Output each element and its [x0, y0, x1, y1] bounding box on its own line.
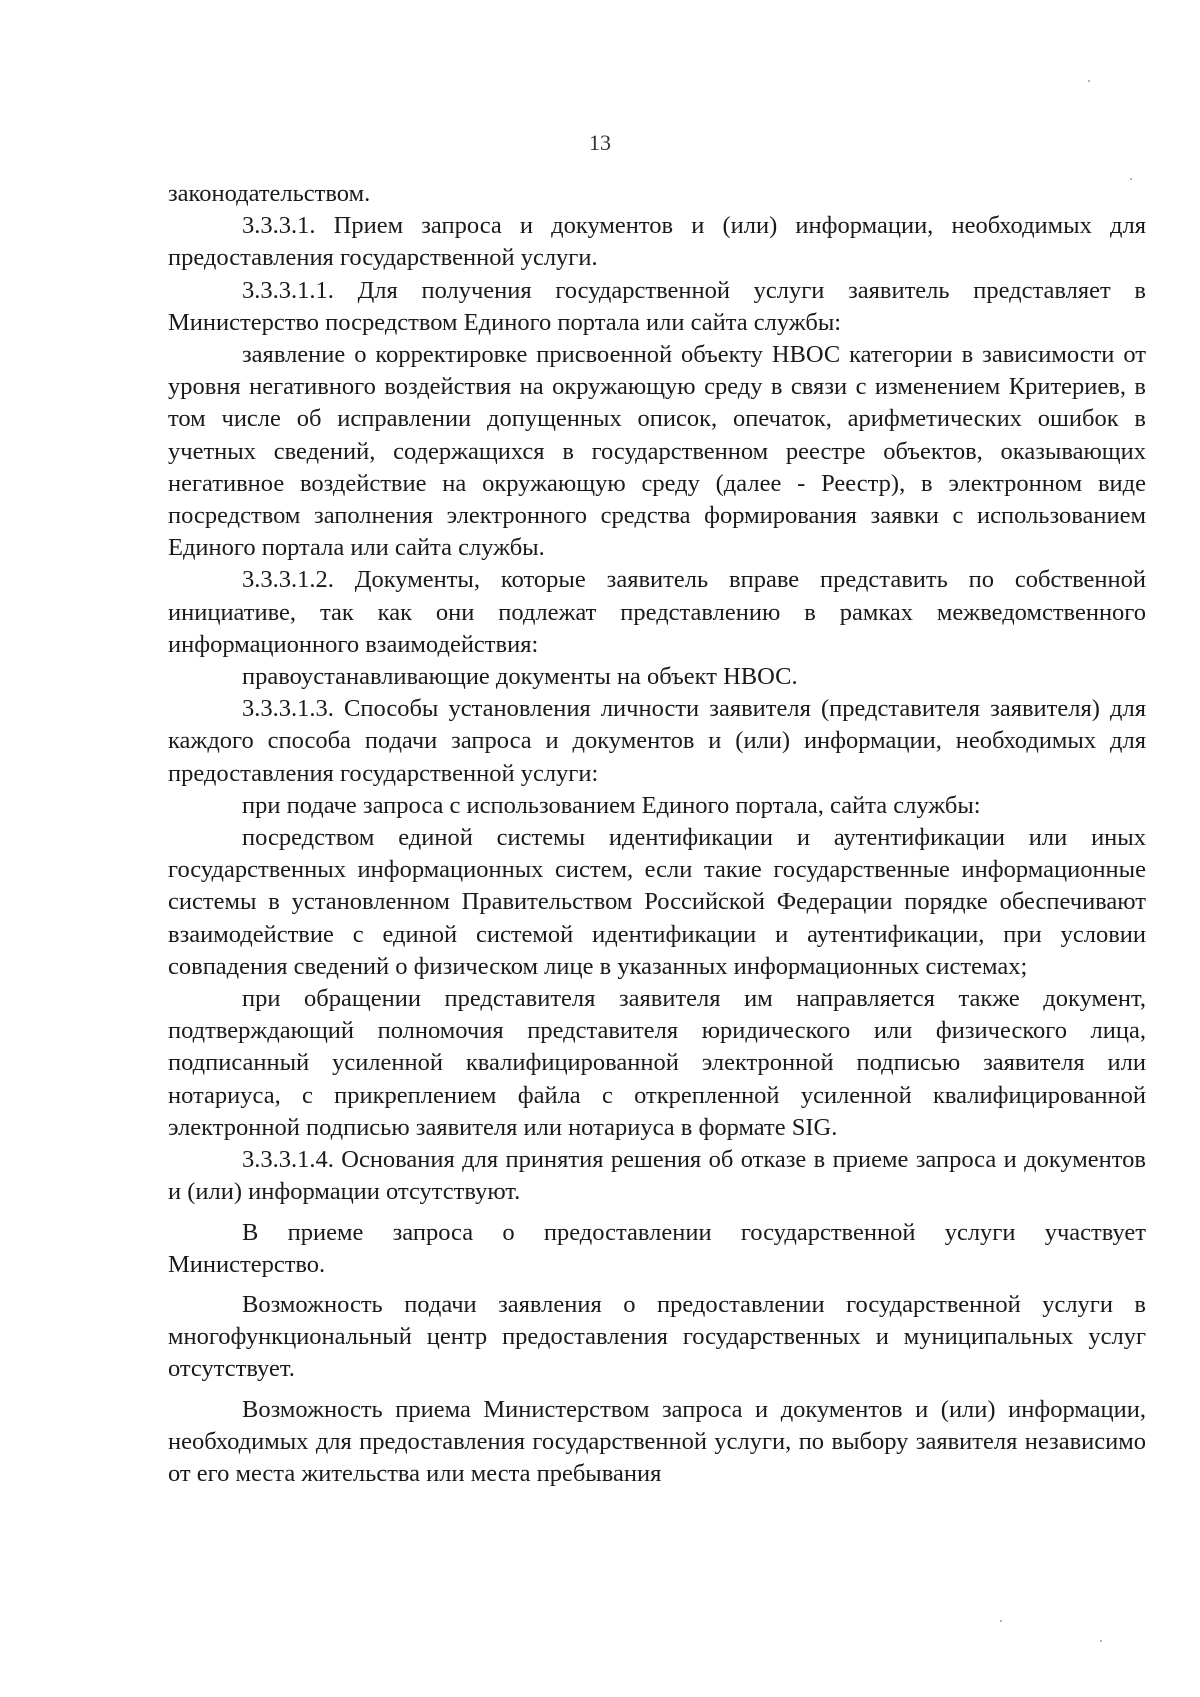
- scan-speck: [1000, 1620, 1002, 1622]
- paragraph-3-3-3-1-2: 3.3.3.1.2. Документы, которые заявитель вправе представить по собственной инициативе, так как они подлежат представлению в рамках межведомственного информационного взаимодействия:: [168, 566, 1146, 658]
- paragraph-extraterritorial: Возможность приема Министерством запроса и документов и (или) информации, необходимых для предоставления государственной услуги, по выбору заявителя независимо от его места жительства или места пребывания: [168, 1395, 1146, 1487]
- paragraph-3-3-3-1-1: 3.3.3.1.1. Для получения государственной услуги заявитель представляет в Министерство посредством Единого портала или сайта службы:: [168, 276, 1146, 336]
- paragraph-3-3-3-1-3: 3.3.3.1.3. Способы установления личности заявителя (представителя заявителя) для каждого способа подачи запроса и документов и (или) информации, необходимых для предоставления государственной услуги:: [168, 695, 1146, 787]
- paragraph-3-3-3-1-4: 3.3.3.1.4. Основания для принятия решения об отказе в приеме запроса и документов и (или) информации отсутствуют.: [168, 1146, 1146, 1206]
- scan-speck: [1130, 178, 1132, 180]
- paragraph-3-3-3-1: 3.3.3.1. Прием запроса и документов и (или) информации, необходимых для предоставления государственной услуги.: [168, 212, 1146, 272]
- paragraph-continuation: законодательством.: [168, 180, 371, 207]
- paragraph-title-documents: правоустанавливающие документы на объект НВОС.: [242, 663, 798, 691]
- paragraph-identification-system: посредством единой системы идентификации и аутентификации или иных государственных информационных систем, если такие государственные информационные системы в установленном Правительством Российской Федерации порядке обеспечивают взаимодействие с единой системой идентификации и аутентификации, при условии совпадения сведений о физическом лице в указанных информационных системах;: [168, 824, 1146, 980]
- paragraph-ministry-participates: В приеме запроса о предоставлении государственной услуги участвует Министерство.: [168, 1218, 1146, 1278]
- paragraph-portal-submission: при подаче запроса с использованием Единого портала, сайта службы:: [242, 791, 981, 819]
- document-body: [168, 178, 1146, 1490]
- scan-speck: [1088, 80, 1090, 82]
- scan-speck: [1100, 1640, 1102, 1642]
- page-number: 13: [589, 130, 611, 155]
- paragraph-application: заявление о корректировке присвоенной объекту НВОС категории в зависимости от уровня негативного воздействия на окружающую среду в связи с изменением Критериев, в том числе об исправлении допущенных описок, опечаток, арифметических ошибок в учетных сведений, содержащихся в государственном реестре объектов, оказывающих негативное воздействие на окружающую среду (далее - Реестр), в электронном виде посредством заполнения электронного средства формирования заявки с использованием Единого портала или сайта службы.: [168, 341, 1146, 562]
- paragraph-representative: при обращении представителя заявителя им направляется также документ, подтверждающий полномочия представителя юридического или физического лица, подписанный усиленной квалифицированной электронной подписью заявителя или нотариуса, с прикреплением файла с открепленной усиленной квалифицированной электронной подписью заявителя или нотариуса в формате SIG.: [168, 985, 1146, 1141]
- paragraph-mfc-absent: Возможность подачи заявления о предоставлении государственной услуги в многофункциональный центр предоставления государственных и муниципальных услуг отсутствует.: [168, 1290, 1146, 1383]
